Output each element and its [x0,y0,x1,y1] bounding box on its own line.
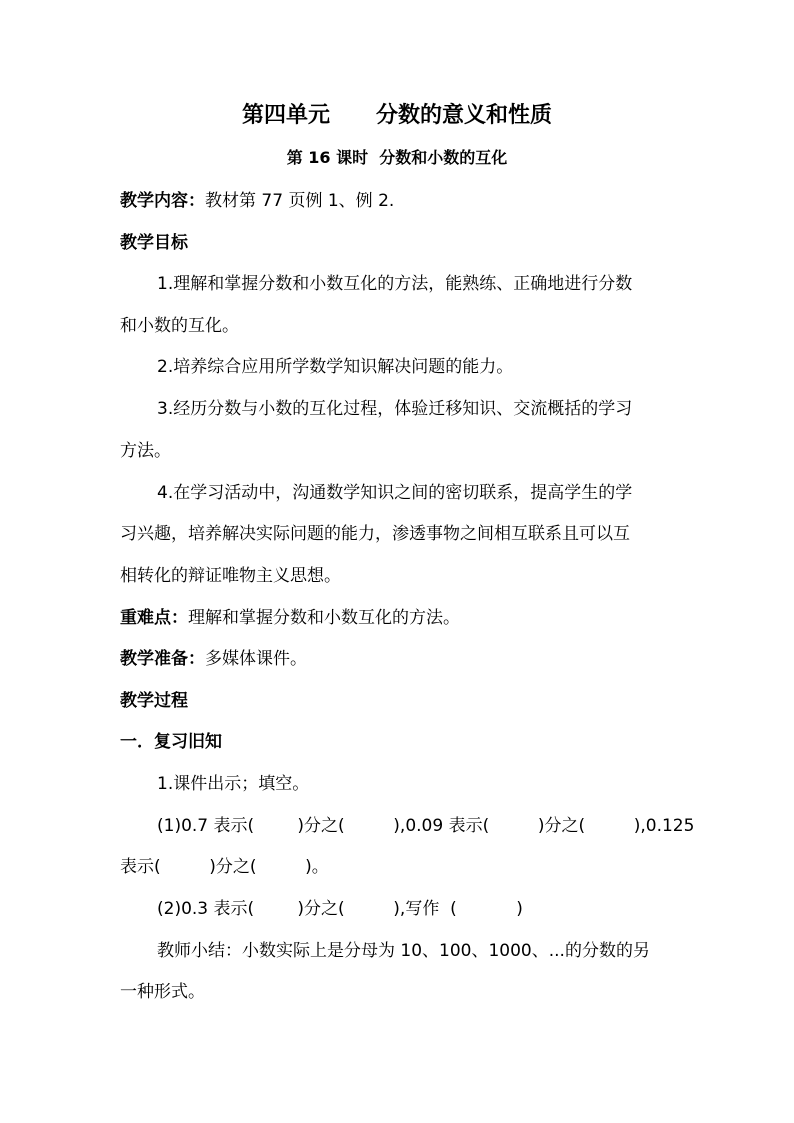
preparation-label: 教学准备： [120,649,205,669]
preparation-row [120,647,307,671]
goal-4-line-2: 习兴趣，培养解决实际问题的能力，渗透事物之间相互联系且可以互 [120,524,630,544]
preparation-text: 多媒体课件。 [205,649,307,669]
goal-4-line-3: 相转化的辩证唯物主义思想。 [120,566,341,586]
summary-line-2: 一种形式。 [120,982,205,1002]
goal-3-line-2: 方法。 [120,441,171,461]
question-1-line-1: (1)0.7 表示( )分之( ),0.09 表示( )分之( ),0.125 [157,816,695,836]
content-text: 教材第 77 页例 1、例 2. [205,191,395,211]
lesson-subtitle: 第 16 课时 分数和小数的互化 [286,148,508,167]
key-points-text: 理解和掌握分数和小数互化的方法。 [188,608,460,628]
goals-heading: 教学目标 [120,233,188,253]
process-heading: 教学过程 [120,691,188,711]
section-1-heading: 一．复习旧知 [120,732,222,752]
content-row [120,189,394,213]
key-points-row [120,606,460,630]
goal-3-line-1: 3.经历分数与小数的互化过程，体验迁移知识、交流概括的学习 [157,399,633,419]
key-points-label: 重难点： [120,608,188,628]
goal-1-line-2: 和小数的互化。 [120,316,239,336]
goal-1-line-1: 1.理解和掌握分数和小数互化的方法，能熟练、正确地进行分数 [157,274,633,294]
goal-2: 2.培养综合应用所学数学知识解决问题的能力。 [157,357,514,377]
content-label: 教学内容： [120,191,205,211]
item-1: 1.课件出示；填空。 [157,774,310,794]
question-2: (2)0.3 表示( )分之( ),写作 ( ) [157,899,523,919]
question-1-line-2: 表示( )分之( )。 [120,857,329,877]
unit-title: 第四单元 分数的意义和性质 [242,103,552,128]
summary-line-1: 教师小结：小数实际上是分母为 10、100、1000、...的分数的另 [157,941,650,961]
goal-4-line-1: 4.在学习活动中，沟通数学知识之间的密切联系，提高学生的学 [157,483,633,503]
